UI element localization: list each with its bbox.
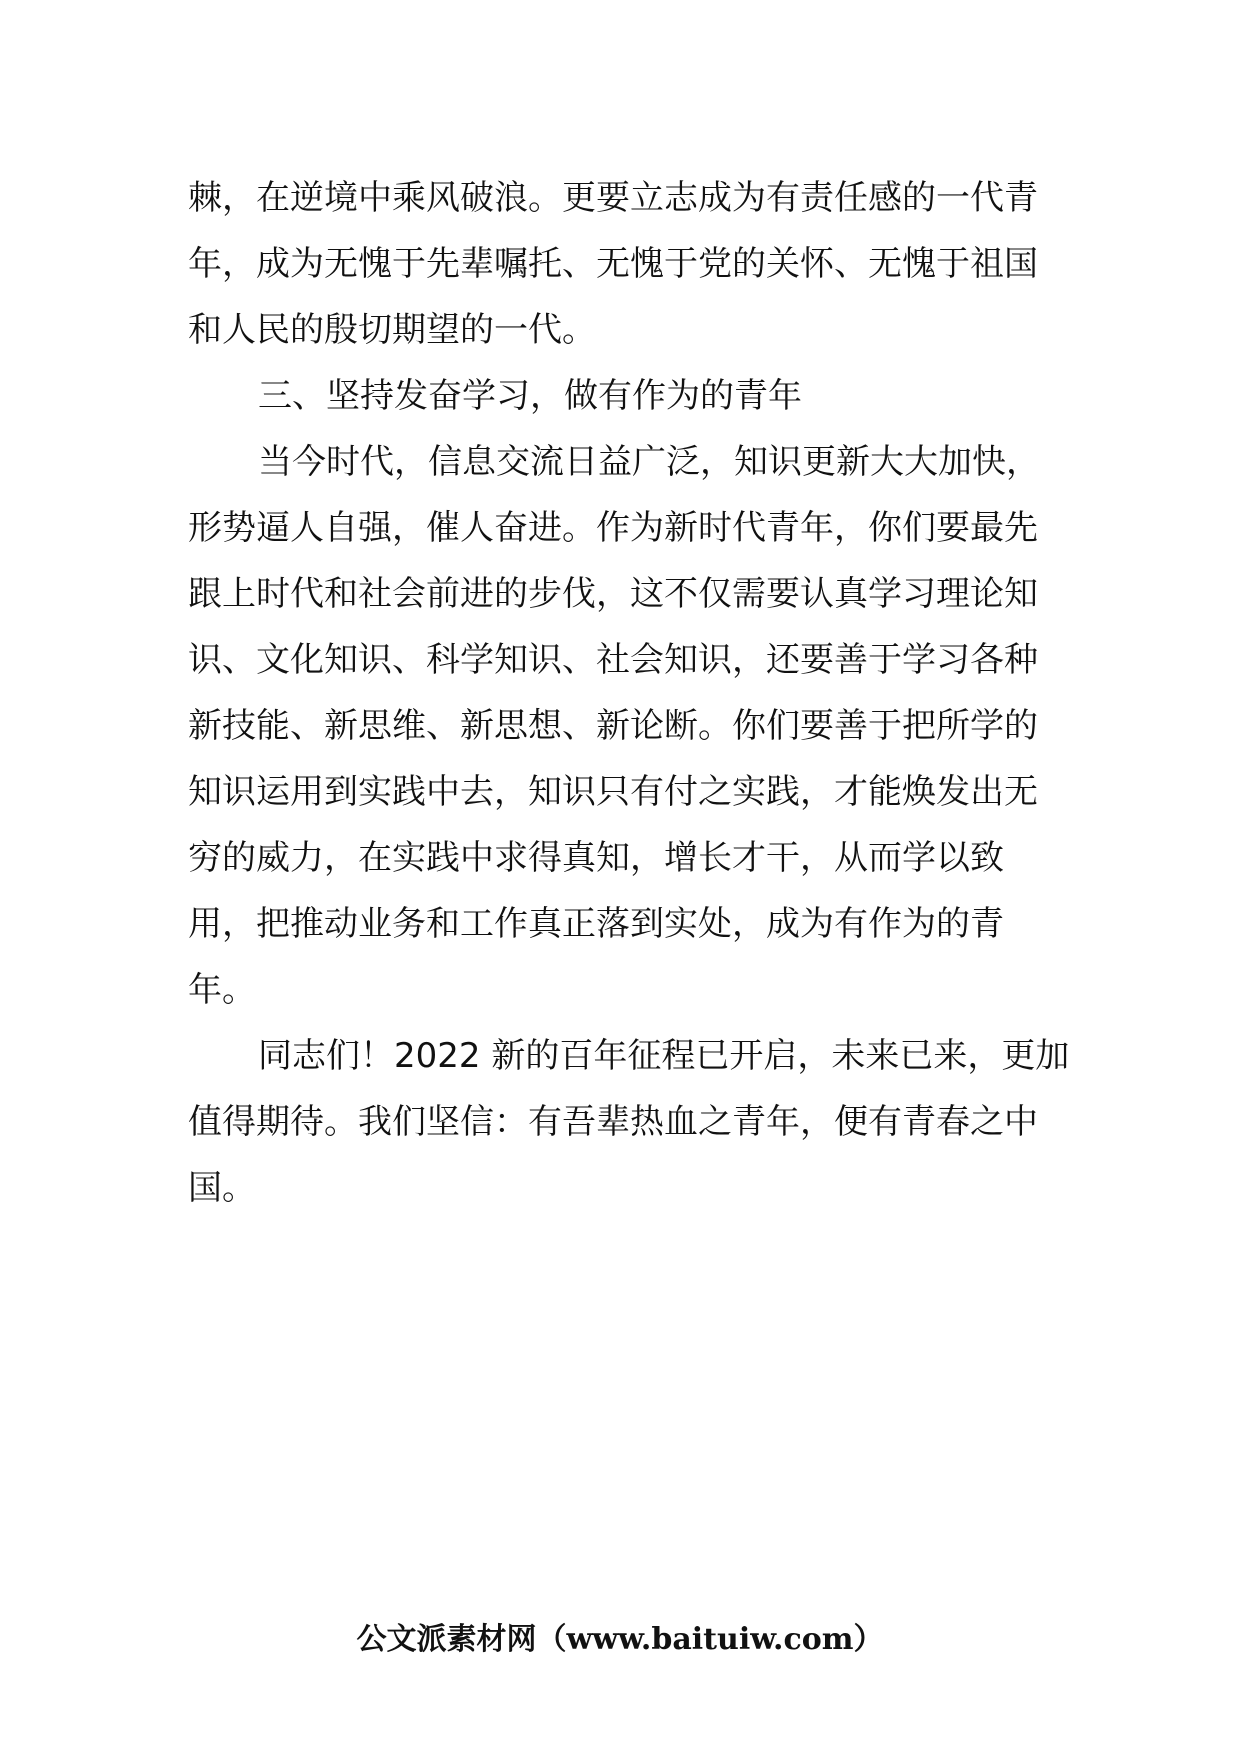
section-heading: 三、坚持发奋学习，做有作为的青年 xyxy=(258,376,802,416)
text-line-10: 知识运用到实践中去，知识只有付之实践，才能焕发出无 xyxy=(188,772,1038,812)
text-line-15: 值得期待。我们坚信：有吾辈热血之青年，便有青春之中 xyxy=(188,1102,1038,1142)
text-line-3: 和人民的殷切期望的一代。 xyxy=(188,310,596,350)
text-line-2: 年，成为无愧于先辈嘱托、无愧于党的关怀、无愧于祖国 xyxy=(188,244,1038,284)
text-line-13: 年。 xyxy=(188,970,256,1010)
text-line-1: 棘，在逆境中乘风破浪。更要立志成为有责任感的一代青 xyxy=(188,178,1038,218)
text-line-6: 形势逼人自强，催人奋进。作为新时代青年，你们要最先 xyxy=(188,508,1038,548)
footer-source: 公文派素材网（www.baituiw.com） xyxy=(356,1622,884,1657)
text-line-14: 同志们！2022 新的百年征程已开启，未来已来，更加 xyxy=(258,1036,1070,1076)
text-line-12: 用，把推动业务和工作真正落到实处，成为有作为的青 xyxy=(188,904,1004,944)
text-line-9: 新技能、新思维、新思想、新论断。你们要善于把所学的 xyxy=(188,706,1038,746)
text-line-7: 跟上时代和社会前进的步伐，这不仅需要认真学习理论知 xyxy=(188,574,1038,614)
text-line-8: 识、文化知识、科学知识、社会知识，还要善于学习各种 xyxy=(188,640,1038,680)
text-line-16: 国。 xyxy=(188,1168,256,1208)
text-line-5: 当今时代，信息交流日益广泛，知识更新大大加快， xyxy=(258,442,1040,482)
text-line-11: 穷的威力，在实践中求得真知，增长才干，从而学以致 xyxy=(188,838,1004,878)
